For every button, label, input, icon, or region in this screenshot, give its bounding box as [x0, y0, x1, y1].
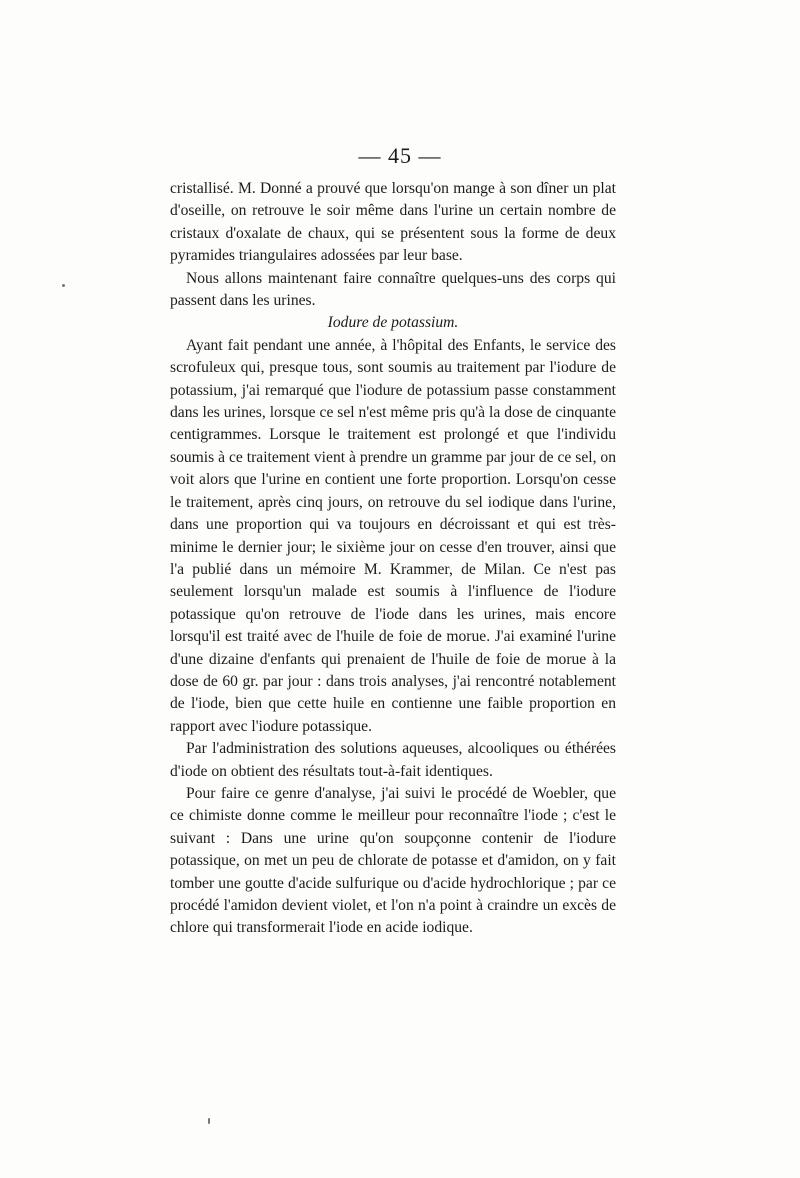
paragraph: Pour faire ce genre d'analyse, j'ai suivi le procédé de Woebler, que ce chimiste donne comme le meilleur pour reconnaître l'iode ; c'est le suivant : Dans une urine qu'on soupçonne contenir de l'iodure potassique, on met un peu de chlorate de potasse et d'amidon, on y fait tomber une goutte d'acide sulfurique ou d'acide hydrochlorique ; par ce procédé l'amidon devient violet, et l'on n'a point à craindre un excès de chlore qui transformerait l'iode en acide iodique.	[170, 784, 616, 937]
paragraph: Ayant fait pendant une année, à l'hôpital des Enfants, le service des scrofuleux qui, presque tous, sont soumis au traitement par l'iodure de potassium, j'ai remarqué que l'iodure de potassium passe constamment dans les urines, lorsque ce sel n'est même pris qu'à la dose de cinquante centigrammes. Lorsque le traitement est prolongé et que l'individu soumis à ce traitement vient à prendre un gramme par jour de ce sel, on voit alors que l'urine en contient une forte proportion. Lorsqu'on cesse le traitement, après cinq jours, on retrouve du sel iodique dans l'urine, dans une proportion qui va toujours en décroissant et qui est très-minime le dernier jour; le sixième jour on cesse d'en trouver, ainsi que l'a publié dans un mémoire M. Krammer, de Milan. Ce n'est pas seulement lorsqu'un malade est soumis à l'influence de l'iodure potassique qu'on retrouve de l'iode dans les urines, mais encore lorsqu'il est traité avec de l'huile de foie de morue. J'ai examiné l'urine d'une dizaine d'enfants qui prenaient de l'huile de foie de morue à la dose de 60 gr. par jour : dans trois analyses, j'ai rencontré notablement de l'iode, bien que cette huile en contienne une faible proportion en rapport avec l'iodure potassique.	[170, 336, 616, 735]
section-heading: Iodure de potassium.	[327, 314, 459, 332]
paragraph: Nous allons maintenant faire connaître quelques-uns des corps qui passent dans les urines.	[170, 269, 616, 310]
paper-speck	[208, 1118, 210, 1124]
body-text	[170, 178, 616, 940]
paper-speck	[62, 284, 65, 287]
paragraph: cristallisé. M. Donné a prouvé que lorsqu'on mange à son dîner un plat d'oseille, on retrouve le soir même dans l'urine un certain nombre de cristaux d'oxalate de chaux, qui se présentent sous la forme de deux pyramides triangulaires adossées par leur base.	[170, 180, 616, 265]
paragraph: Par l'administration des solutions aqueuses, alcooliques ou éthérées d'iode on obtient des résultats tout-à-fait identiques.	[170, 740, 616, 780]
page-number: — 45 —	[358, 143, 442, 168]
